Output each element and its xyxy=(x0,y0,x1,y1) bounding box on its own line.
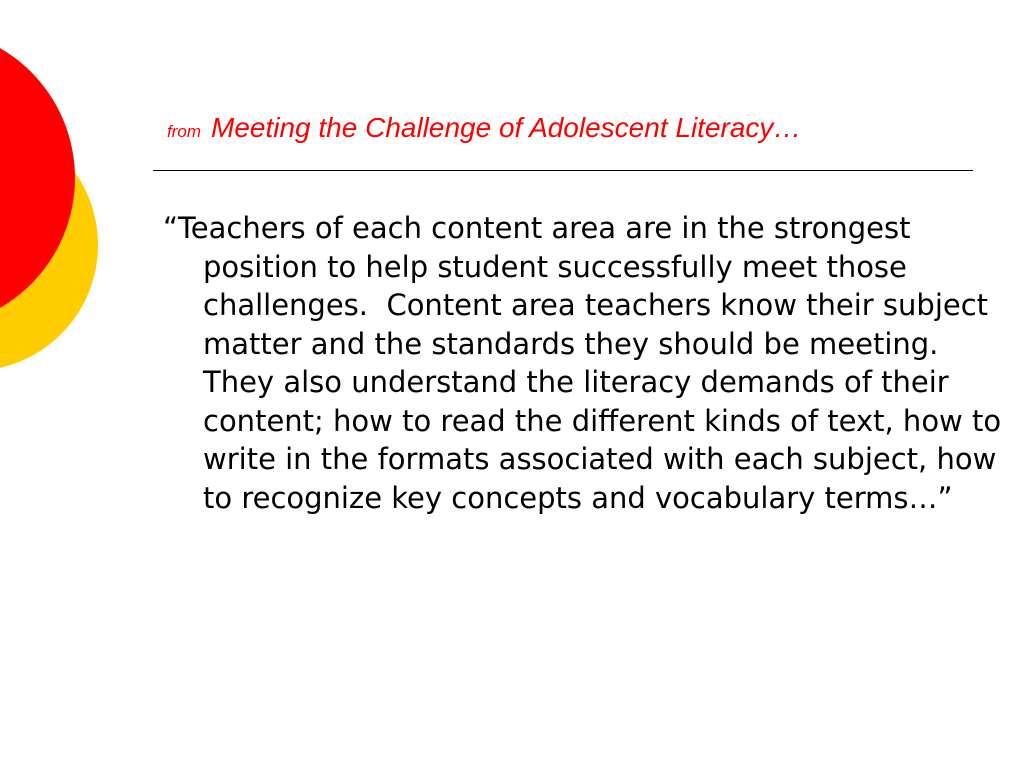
title-divider xyxy=(153,170,973,171)
decorative-circles xyxy=(0,0,120,420)
title-prefix: from xyxy=(167,122,201,141)
quote-text: “Teachers of each content area are in the strongest position to help student successfully meet those challenges. Content area teachers know their subject matter and the standards they should be meeting. They also understand the literacy demands of their content; how to read the different kinds of text, how to write in the formats associated with each subject, how to recognize key concepts and vocabulary terms…” xyxy=(163,211,1011,515)
slide-title xyxy=(167,112,967,144)
title-text: Meeting the Challenge of Adolescent Literacy… xyxy=(211,112,802,143)
